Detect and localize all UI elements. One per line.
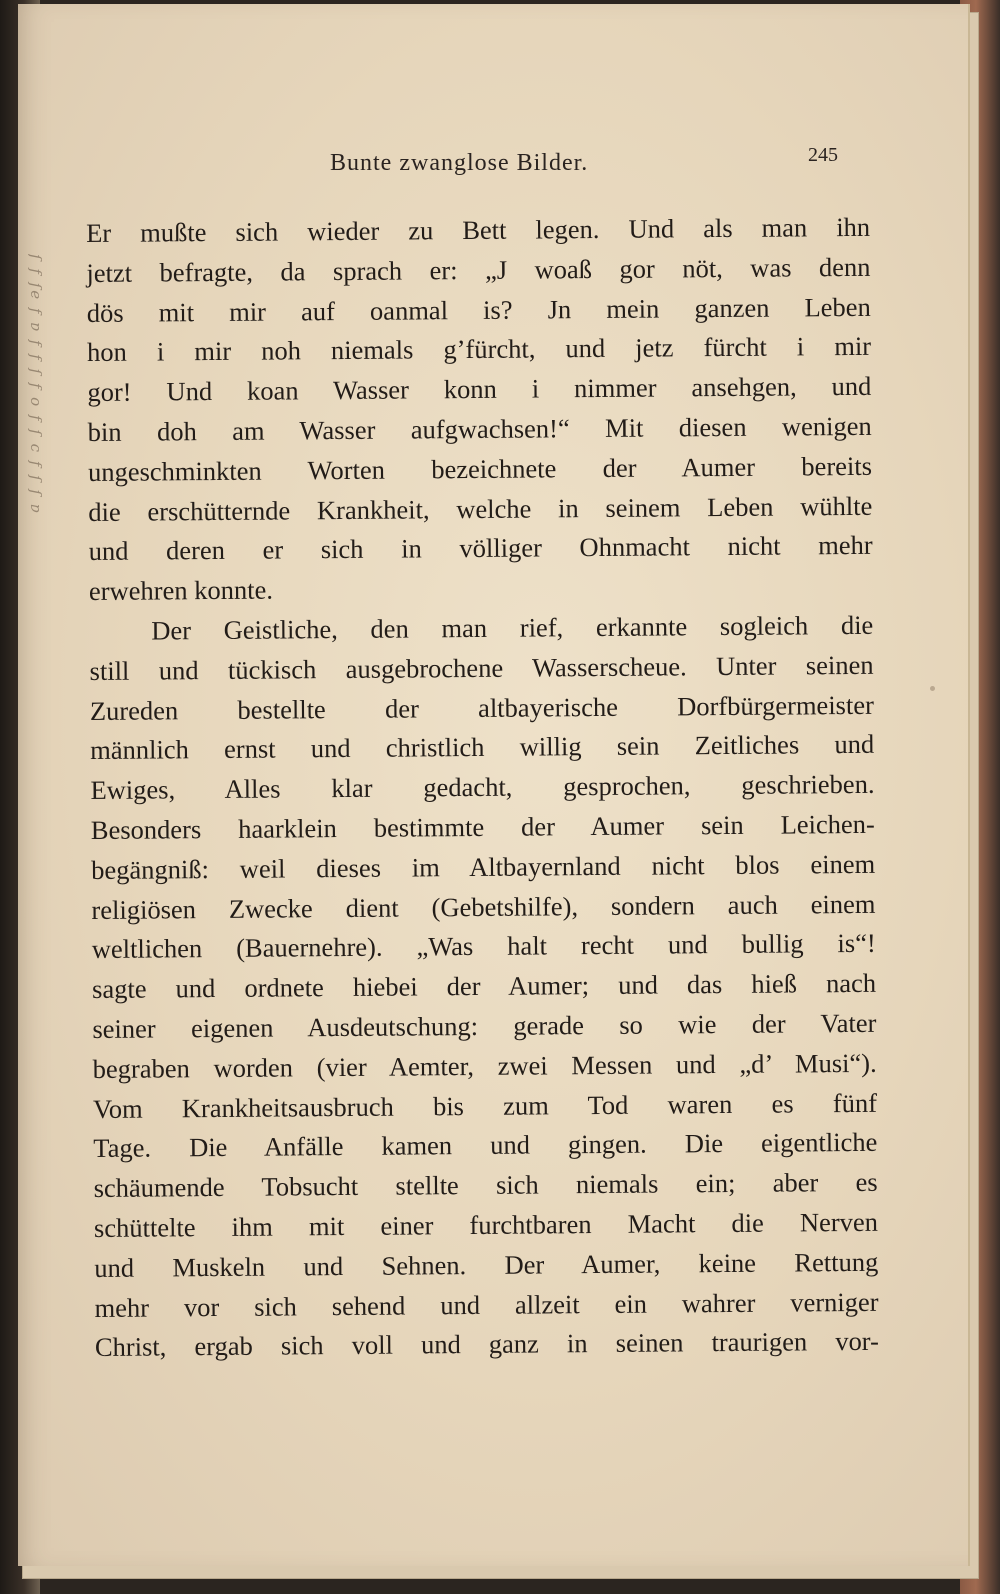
text-line: mehr vor sich sehend und allzeit ein wahrer verniger [94, 1286, 879, 1323]
text-line: Christ, ergab sich voll und ganz in seinen traurigen vor- [94, 1326, 879, 1363]
text-line: Besonders haarklein bestimmte der Aumer sein Leichen- [90, 808, 875, 845]
text-line: begängniß: weil dieses im Altbayernland nicht blos einem [91, 848, 876, 885]
text-line: jetzt befragte, da sprach er: „J woaß gor nöt, was denn [86, 251, 871, 288]
text-line: und Muskeln und Sehnen. Der Aumer, keine Rettung [94, 1246, 879, 1283]
text-line: hon i mir noh niemals g’fürcht, und jetz fürcht i mir [86, 331, 872, 368]
paper-speck [930, 686, 935, 691]
text-line: weltlichen (Bauernehre). „Was halt recht und bullig is“! [91, 928, 876, 965]
bleed-through-margin: ſ f ſe f ɐ f f ſ f o f ſ c f ſ ſ ɐ [27, 254, 45, 515]
text-line-paragraph-end: erwehren konnte. [88, 574, 274, 607]
text-line-paragraph-start: Der Geistliche, den man rief, erkannte sogleich die [151, 609, 874, 646]
text-line: männlich ernst und christlich willig sein Zeitliches und [90, 729, 875, 766]
text-line: still und tückisch ausgebrochene Wasserscheue. Unter seinen [89, 649, 874, 686]
text-line: ungeschminkten Worten bezeichnete der Aumer bereits [87, 450, 873, 487]
body-text [86, 208, 879, 1368]
text-line: Vom Krankheitsausbruch bis zum Tod waren es fünf [92, 1087, 878, 1124]
page-number: 245 [808, 144, 838, 166]
text-line: Ewiges, Alles klar gedacht, gesprochen, geschrieben. [90, 768, 875, 806]
text-line: Zureden bestellte der altbayerische Dorfbürgermeister [89, 689, 874, 726]
text-line: Er mußte sich wieder zu Bett legen. Und als man ihn [86, 211, 871, 248]
text-line: bin doh am Wasser aufgwachsen!“ Mit diesen wenigen [87, 410, 872, 447]
text-line: sagte und ordnete hiebei der Aumer; und das hieß nach [91, 967, 877, 1005]
text-line: schüttelte ihm mit einer furchtbaren Macht die Nerven [93, 1206, 879, 1243]
text-line: gor! Und koan Wasser konn i nimmer ansehgen, und [87, 371, 872, 408]
text-line: religiösen Zwecke dient (Gebetshilfe), sondern auch einem [91, 888, 876, 925]
running-head: Bunte zwanglose Bilder. [330, 150, 589, 176]
book-page [18, 4, 970, 1566]
text-line: seiner eigenen Ausdeutschung: gerade so wie der Vater [92, 1007, 877, 1044]
text-line: Tage. Die Anfälle kamen und gingen. Die eigentliche [93, 1127, 878, 1164]
text-line: und deren er sich in völliger Ohnmacht nicht mehr [88, 530, 873, 567]
text-line: schäumende Tobsucht stellte sich niemals ein; aber es [93, 1166, 878, 1204]
text-line: dös mit mir auf oanmal is? Jn mein ganzen Leben [86, 291, 871, 328]
text-line: die erschütternde Krankheit, welche in seinem Leben wühlte [88, 490, 873, 527]
text-line: begraben worden (vier Aemter, zwei Messen und „d’ Musi“). [92, 1047, 877, 1084]
